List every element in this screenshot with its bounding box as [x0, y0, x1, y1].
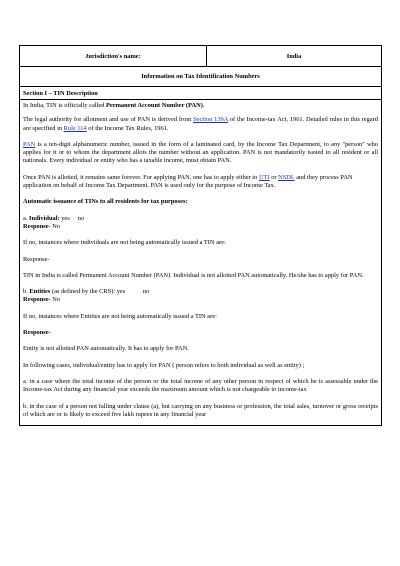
section-body	[20, 100, 381, 425]
document-title: Information on Tax Identification Numbers	[20, 67, 381, 87]
cases-intro: In following cases, individual/entity has to apply for PAN ( person refers to both individual as well as entity) ;	[23, 361, 305, 369]
uti-link[interactable]: UTI	[258, 173, 270, 181]
legal-text-1: The legal authority for allotment and use of PAN is derived from	[23, 116, 194, 124]
document-page	[19, 45, 382, 426]
legal-authority-paragraph	[23, 116, 378, 133]
jurisdiction-label: Jurisdiction's name:	[20, 46, 207, 66]
individual-prefix: a.	[23, 214, 30, 222]
info-table	[19, 67, 382, 426]
individual-label: Individual:	[29, 214, 60, 222]
pan-link[interactable]: PAN	[23, 140, 36, 148]
case-b: b. in the case of a person not falling under clause (a), but carrying on any business or profession, the total sales, turnover or gross receipts of which are or is likely to exceed five lakh rupees in any financial year	[23, 402, 378, 418]
intro-bold-term: Permanent Account Number (PAN)	[106, 102, 203, 109]
entities-response-text: Entity is not allotted PAN automatically. It has to apply for PAN.	[23, 345, 189, 353]
entities-desc: (as defined by the CRS): yes	[50, 288, 126, 296]
legal-text-3: of the Income Tax Rules, 1961.	[86, 124, 169, 132]
entities-prefix: b.	[23, 288, 30, 296]
entities-no: no	[142, 288, 150, 296]
intro-end: .	[202, 102, 205, 109]
intro-paragraph	[23, 102, 378, 110]
pan-description-paragraph	[23, 141, 378, 166]
entities-label: Entities	[29, 288, 51, 296]
entities-response-label: Response-	[23, 296, 51, 304]
individual-yes: yes	[61, 214, 70, 222]
individual-no: no	[77, 214, 85, 222]
entities-question	[23, 288, 378, 305]
section-139a-link[interactable]: Section 139A	[193, 116, 228, 124]
jurisdiction-value: India	[286, 52, 302, 60]
auto-issuance-heading: Automatic issuance of TINs to all residents for tax purposes:	[23, 198, 188, 206]
individual-response-text: TIN in India is called Permanent Account Number (PAN). Individual is not allotted PAN automatically. He/she has to apply for PAN.	[23, 271, 364, 279]
nsdl-link[interactable]: NSDL	[278, 173, 295, 181]
jurisdiction-row	[20, 46, 381, 66]
header-table	[19, 45, 382, 67]
intro-text: In India, TIN is officially called	[23, 102, 106, 109]
section-title: Section I – TIN Description	[20, 87, 381, 100]
entities-if-no: If no, instances where Entities are not being automatically issued a TIN are:	[23, 312, 217, 320]
pan-allotment-paragraph	[23, 174, 378, 191]
individual-if-no: If no, instances where individuals are not being automatically issued a TIN are:	[23, 239, 226, 247]
allot-text-1: Once PAN is allotted, it remains same forever. For applying PAN, one has to apply either to	[23, 173, 259, 181]
individual-question	[23, 215, 378, 232]
legal-text-2: of the Income-tax Act, 1961. Detailed rules in this regard are specified in	[23, 116, 378, 132]
individual-response-heading: Response-	[23, 255, 50, 263]
allot-text-3: and they process PAN application on behalf of Income Tax Department. PAN is used only for the purpose of Income Tax.	[23, 173, 353, 190]
case-a: a. in a case where the total income of the person or the total income of any other person in respect of which he is assessable under the Income-tax Act during any financial year exceeds the maximum amount which is not chargeable to income-tax	[23, 377, 378, 394]
pan-description-text: is a ten-digit alphanumeric number, issued in the form of a laminated card, by the Income Tax Department, to any "person" who applies for it or to whom the department allots the number without an application. PAN is not mandatorily issued to all resident or all nationals. Every individual or entity who has a taxable income, must obtain PAN.	[23, 140, 378, 165]
individual-response-label: Response-	[23, 222, 51, 230]
entities-response-heading: Response-	[23, 329, 51, 337]
rule-114-link[interactable]: Rule 114	[63, 124, 87, 132]
allot-text-2: or	[269, 173, 279, 181]
individual-response-value: No	[50, 222, 61, 230]
entities-response-value: No	[50, 296, 61, 304]
